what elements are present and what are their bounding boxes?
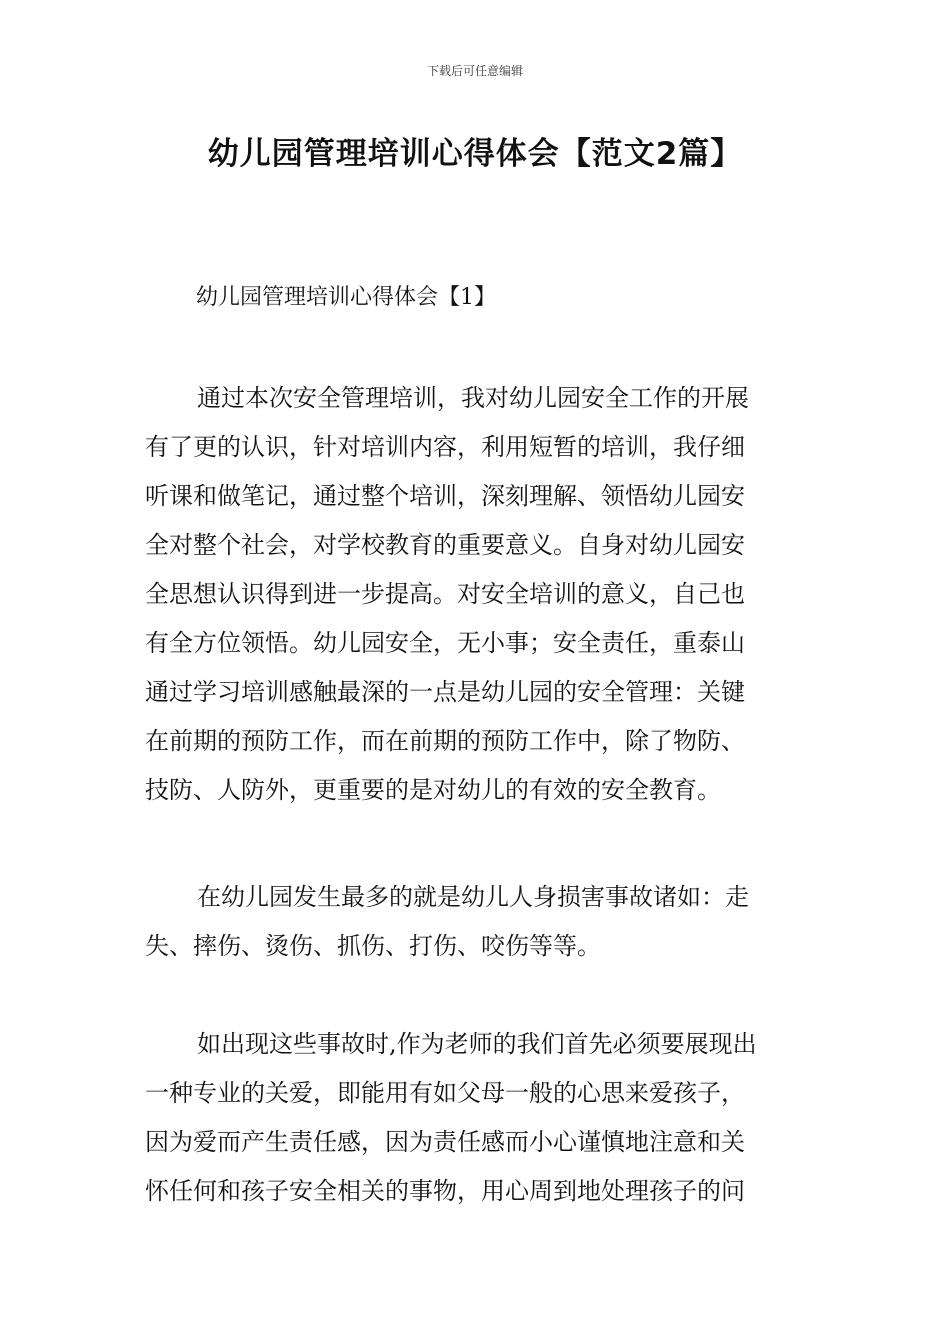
paragraph-line: 全思想认识得到进一步提高。对安全培训的意义，自己也	[145, 580, 745, 608]
paragraph-line: 通过学习培训感触最深的一点是幼儿园的安全管理：关键	[145, 678, 745, 706]
paragraph-line: 怀任何和孩子安全相关的事物，用心周到地处理孩子的问	[145, 1177, 745, 1205]
paragraph-line: 技防、人防外，更重要的是对幼儿的有效的安全教育。	[145, 776, 721, 804]
paragraph-1	[145, 374, 809, 815]
paragraph-line: 在前期的预防工作，而在前期的预防工作中，除了物防、	[145, 727, 745, 755]
paragraph-line: 有了更的认识，针对培训内容，利用短暂的培训，我仔细	[145, 433, 745, 461]
paragraph-line: 有全方位领悟。幼儿园安全，无小事；安全责任，重泰山	[145, 629, 745, 657]
paragraph-2	[145, 873, 809, 971]
section-heading: 幼儿园管理培训心得体会【1】	[196, 285, 496, 310]
paragraph-line: 听课和做笔记，通过整个培训，深刻理解、领悟幼儿园安	[145, 482, 745, 510]
paragraph-line: 如出现这些事故时,作为老师的我们首先必须要展现出	[197, 1030, 757, 1058]
paragraph-line: 通过本次安全管理培训，我对幼儿园安全工作的开展	[197, 384, 749, 412]
paragraph-line: 因为爱而产生责任感，因为责任感而小心谨慎地注意和关	[145, 1128, 745, 1156]
header-note: 下载后可任意编辑	[426, 64, 523, 78]
paragraph-line: 全对整个社会，对学校教育的重要意义。自身对幼儿园安	[145, 531, 745, 559]
paragraph-3	[145, 1020, 809, 1216]
paragraph-line: 一种专业的关爱，即能用有如父母一般的心思来爱孩子，	[145, 1079, 745, 1107]
paragraph-line: 在幼儿园发生最多的就是幼儿人身损害事故诸如：走	[197, 883, 749, 911]
document-title: 幼儿园管理培训心得体会【范文2篇】	[207, 136, 743, 172]
paragraph-line: 失、摔伤、烫伤、抓伤、打伤、咬伤等等。	[145, 932, 601, 960]
